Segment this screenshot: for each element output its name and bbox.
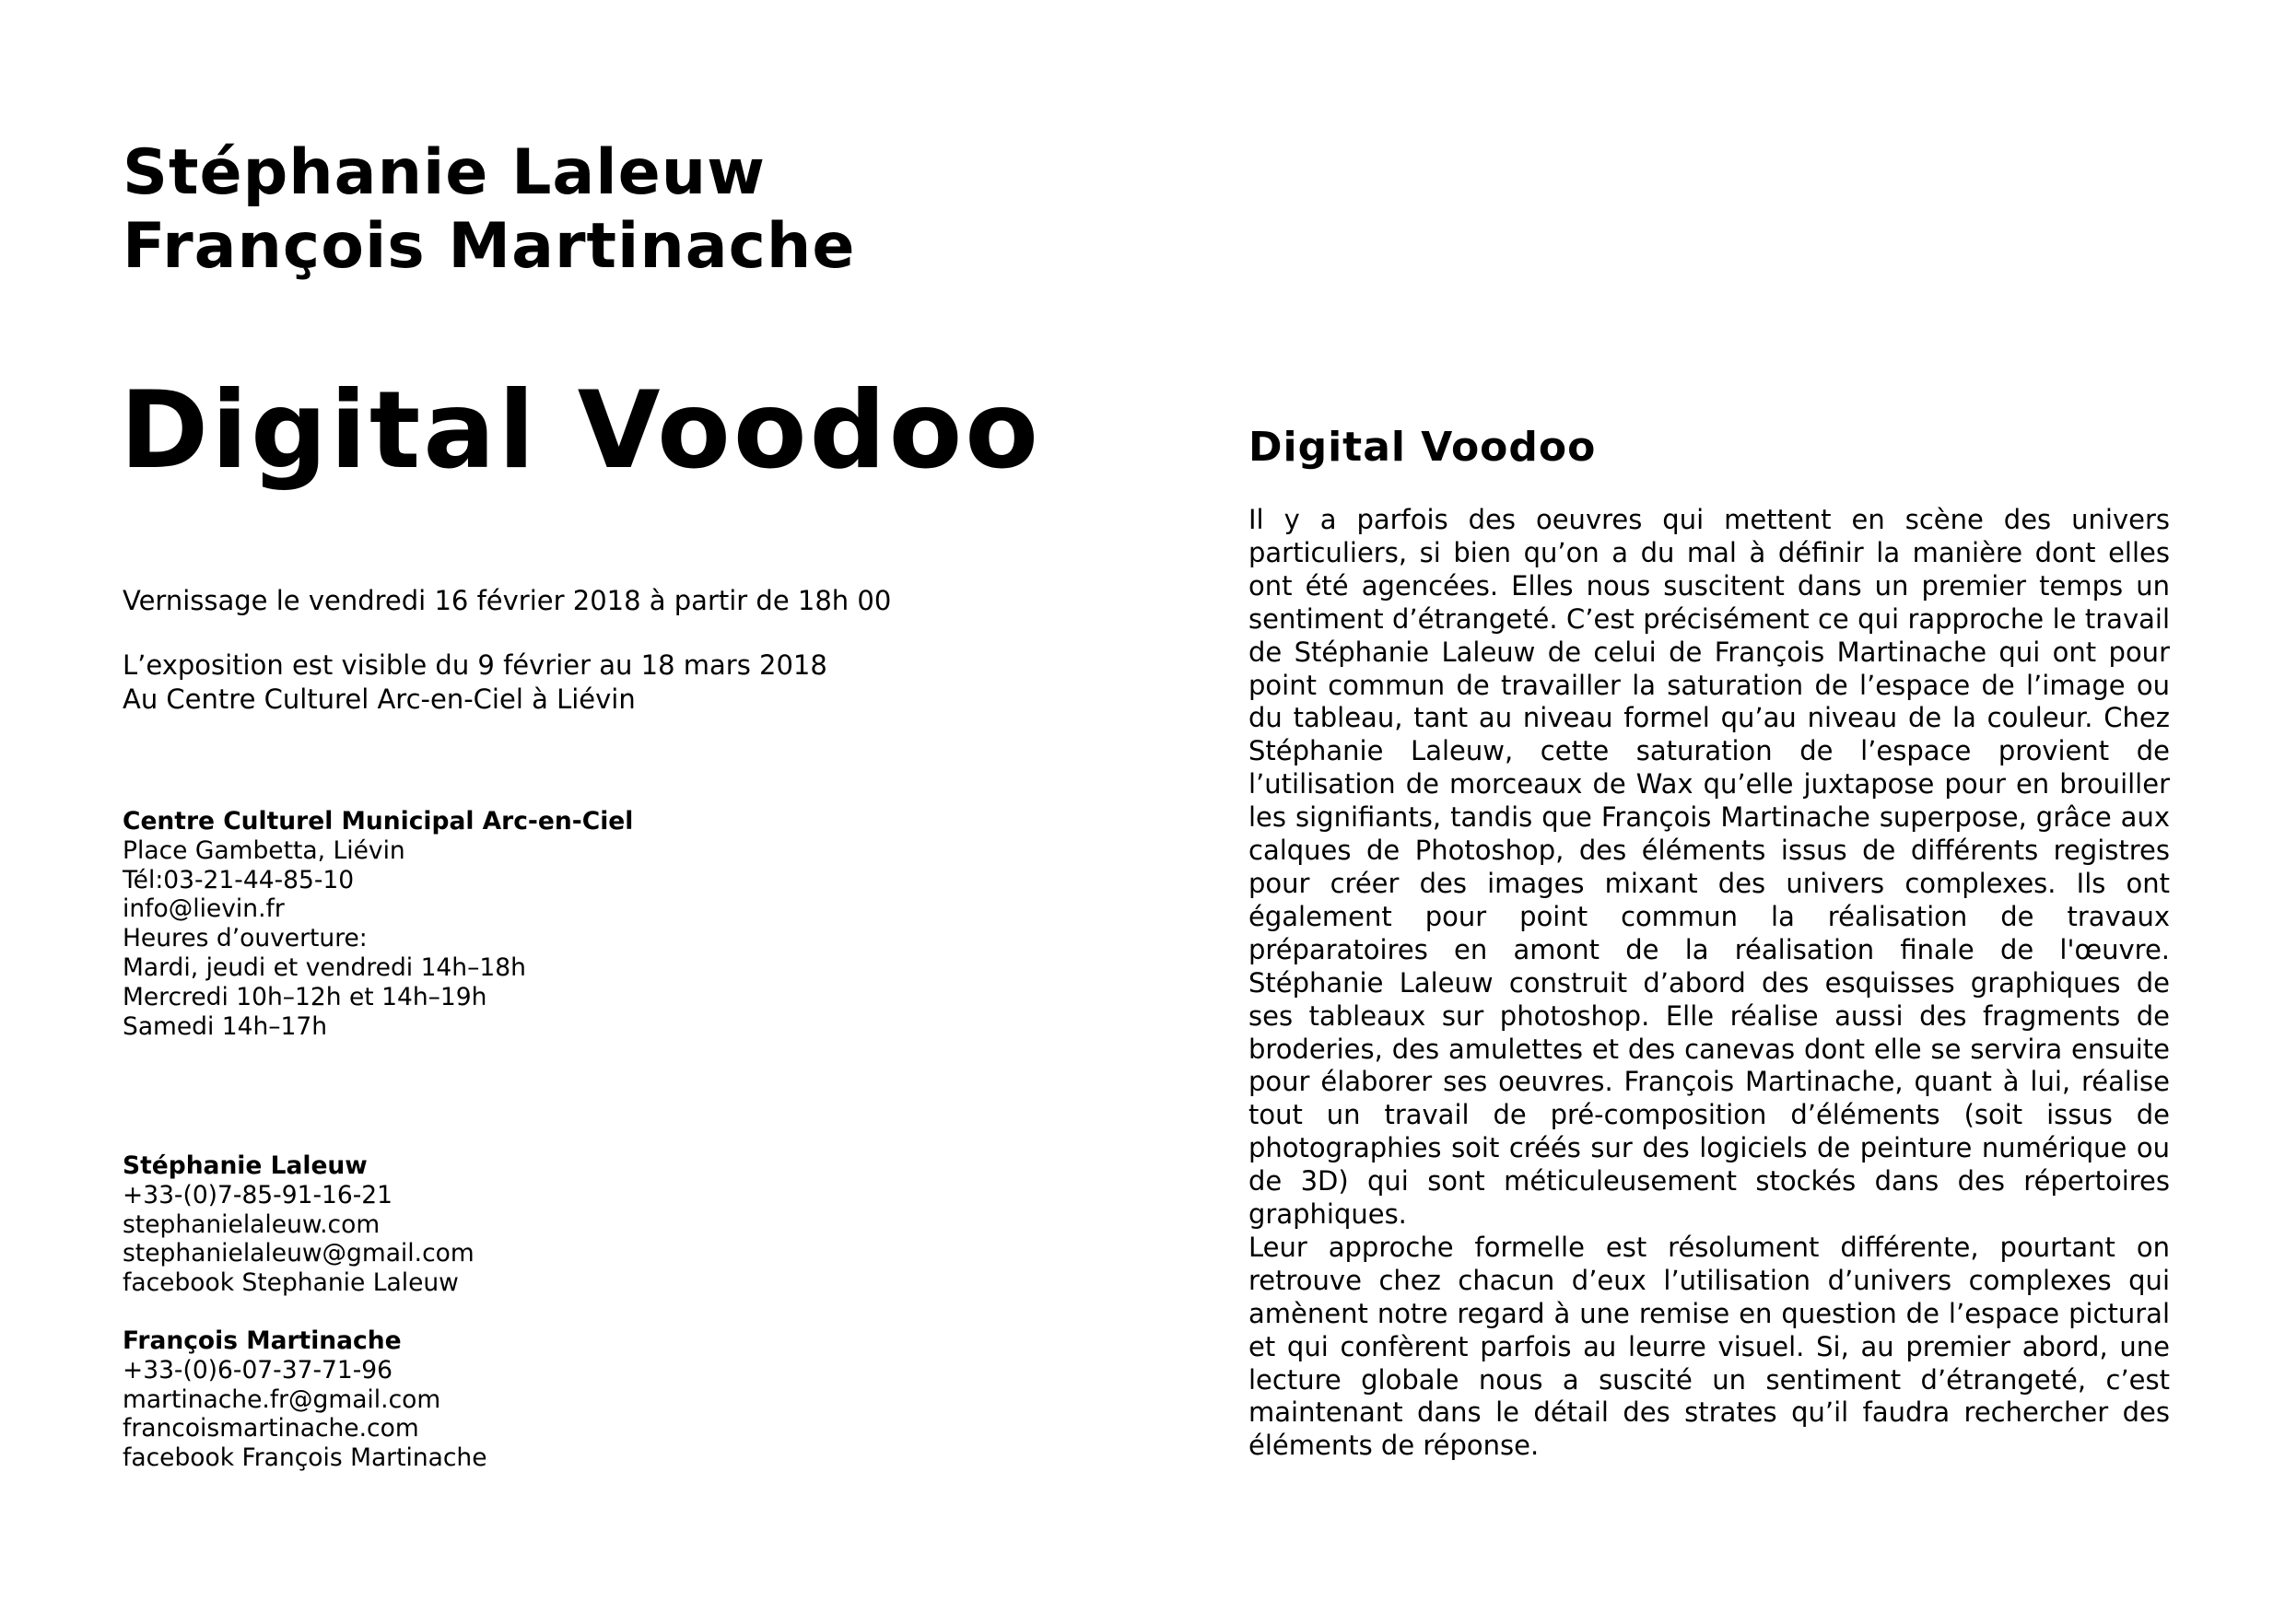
venue-address: Place Gambetta, Liévin [123,835,405,865]
artist-name-2: François Martinache [123,210,856,283]
contact-facebook: facebook François Martinache [123,1443,487,1473]
venue-hours-line: Mardi, jeudi et vendredi 14h–18h [123,952,526,982]
contact-facebook: facebook Stephanie Laleuw [123,1268,459,1298]
contact-website: francoismartinache.com [123,1414,419,1443]
essay-paragraph-2: Leur approche formelle est résolument différente, pourtant on retrouve chez chacun d’eux l’utilisation d’univers complexes qui amènent notre regard à une remise en question de l’espace pictural et qui confèrent parfois au leurre visuel. Si, au premier abord, une lecture globale nous a suscité un sentiment d’étrangeté, c’est maintenant dans le détail des strates qu’il faudra rechercher des éléments de réponse. [1248,1231,2170,1462]
artist-name-1: Stéphanie Laleuw [123,136,766,209]
venue-email: info@lievin.fr [123,894,285,924]
visibility-location: Au Centre Culturel Arc-en-Ciel à Liévin [123,683,636,715]
visibility-dates: L’exposition est visible du 9 février au 18 mars 2018 [123,649,827,681]
venue-hours-label: Heures d’ouverture: [123,924,368,953]
contact-phone: +33-(0)7-85-91-16-21 [123,1180,393,1209]
essay-title: Digital Voodoo [1248,424,1597,471]
venue-hours-line: Mercredi 10h–12h et 14h–19h [123,982,487,1011]
visibility-info [123,648,827,717]
venue-hours-line: Samedi 14h–17h [123,1011,328,1041]
essay-body [1248,504,2170,1463]
venue-block [123,807,633,1041]
contact-name: François Martinache [123,1326,402,1355]
exhibition-title: Digital Voodoo [120,368,1041,493]
artist-names [123,136,855,284]
contact-email: martinache.fr@gmail.com [123,1384,441,1414]
contact-name: Stéphanie Laleuw [123,1151,368,1180]
contact-block-martinache [123,1326,487,1473]
essay-paragraph-1: Il y a parfois des oeuvres qui mettent en scène des univers particuliers, si bien qu’on a du mal à définir la manière dont elles ont été agencées. Elles nous suscitent dans un premier temps un sentiment d’étrangeté. C’est précisément ce qui rapproche le travail de Stéphanie Laleuw de celui de François Martinache qui ont pour point commun de travailler la saturation de l’espace de l’image ou du tableau, tant au niveau formel qu’au niveau de la couleur. Chez Stéphanie Laleuw, cette saturation de l’espace provient de l’utilisation de morceaux de Wax qu’elle juxtapose pour en brouiller les signifiants, tandis que François Martinache superpose, grâce aux calques de Photoshop, des éléments issus de différents registres pour créer des images mixant des univers complexes. Ils ont également pour point commun la réalisation de travaux préparatoires en amont de la réalisation finale de l'œuvre. Stéphanie Laleuw construit d’abord des esquisses graphiques de ses tableaux sur photoshop. Elle réalise aussi des fragments de broderies, des amulettes et des canevas dont elle se servira ensuite pour élaborer ses oeuvres. François Martinache, quant à lui, réalise tout un travail de pré-composition d’éléments (soit issus de photographies soit créés sur des logiciels de peinture numérique ou de 3D) qui sont méticuleusement stockés dans des répertoires graphiques. [1248,504,2170,1231]
venue-phone: Tél:03-21-44-85-10 [123,865,355,894]
opening-info: Vernissage le vendredi 16 février 2018 à partir de 18h 00 [123,585,892,616]
contact-website: stephanielaleuw.com [123,1209,381,1239]
contact-block-laleuw [123,1151,475,1298]
venue-name: Centre Culturel Municipal Arc-en-Ciel [123,807,634,835]
contact-email: stephanielaleuw@gmail.com [123,1239,475,1268]
contact-phone: +33-(0)6-07-37-71-96 [123,1355,393,1384]
